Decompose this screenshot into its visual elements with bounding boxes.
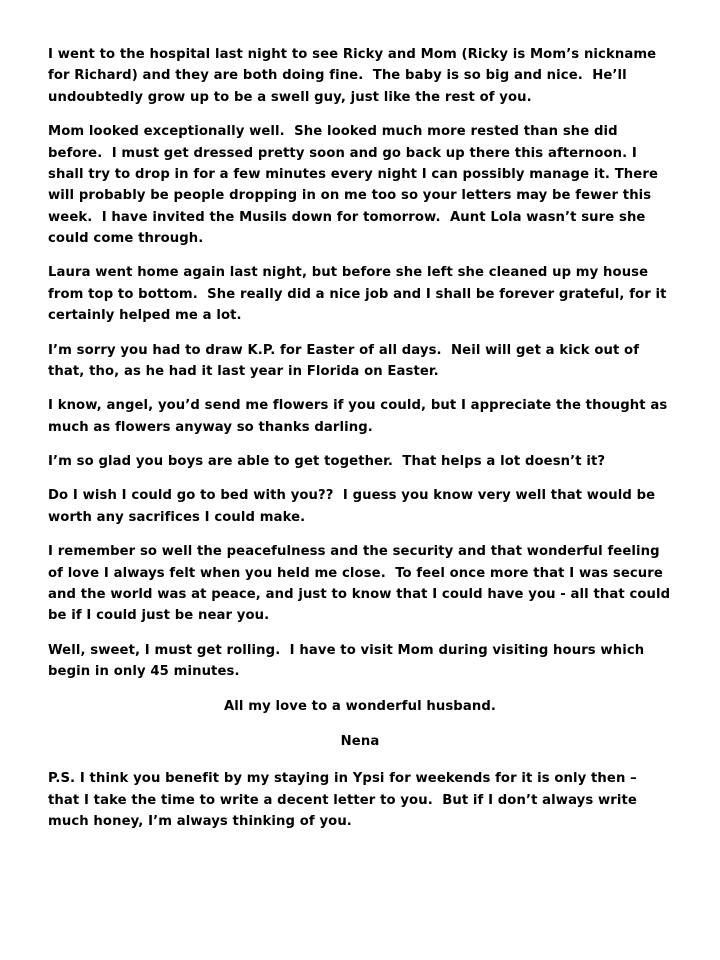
paragraph: Well, sweet, I must get rolling. I have to visit Mom during visiting hours which begin in only 45 minutes. xyxy=(48,642,649,679)
paragraph: Mom looked exceptionally well. She looked much more rested than she did before. I must get dressed pretty soon and go back up there this afternoon. I shall try to drop in for a few minutes every night I can possibly manage it. There will probably be people dropping in on me too so your letters may be fewer this week. I have invited the Musils down for tomorrow. Aunt Lola wasn’t sure she could come through. xyxy=(48,124,663,246)
paragraph: Do I wish I could go to bed with you?? I guess you know very well that would be worth any sacrifices I could make. xyxy=(48,488,660,525)
paragraph: I know, angel, you’d send me flowers if you could, but I appreciate the thought as much as flowers anyway so thanks darling. xyxy=(48,398,672,435)
paragraph: I’m sorry you had to draw K.P. for Easter of all days. Neil will get a kick out of that, tho, as he had it last year in Florida on Easter. xyxy=(48,342,644,379)
paragraph: I’m so glad you boys are able to get together. That helps a lot doesn’t it? xyxy=(48,454,606,469)
paragraph: I remember so well the peacefulness and the security and that wonderful feeling of love I always felt when you held me close. To feel once more that I was secure and the world was at peace, and just to know that I could have you - all that could be if I could just be near you. xyxy=(48,544,675,624)
paragraph: I went to the hospital last night to see Ricky and Mom (Ricky is Mom’s nickname for Richard) and they are both doing fine. The baby is so big and nice. He’ll undoubtedly grow up to be a swell guy, just like the rest of you. xyxy=(48,47,661,105)
paragraph: Laura went home again last night, but before she left she cleaned up my house from top to bottom. She really did a nice job and I shall be forever grateful, for it certainly helped me a lot. xyxy=(48,265,672,324)
letter-closing: All my love to a wonderful husband. xyxy=(224,699,496,715)
letter-postscript: P.S. I think you benefit by my staying in Ypsi for weekends for it is only then – that I take the time to write a decent letter to you. But if I don’t always write much honey, I’m always thinking of you. xyxy=(48,771,642,829)
letter-body xyxy=(48,44,675,832)
letter-signature: Nena xyxy=(340,733,380,749)
